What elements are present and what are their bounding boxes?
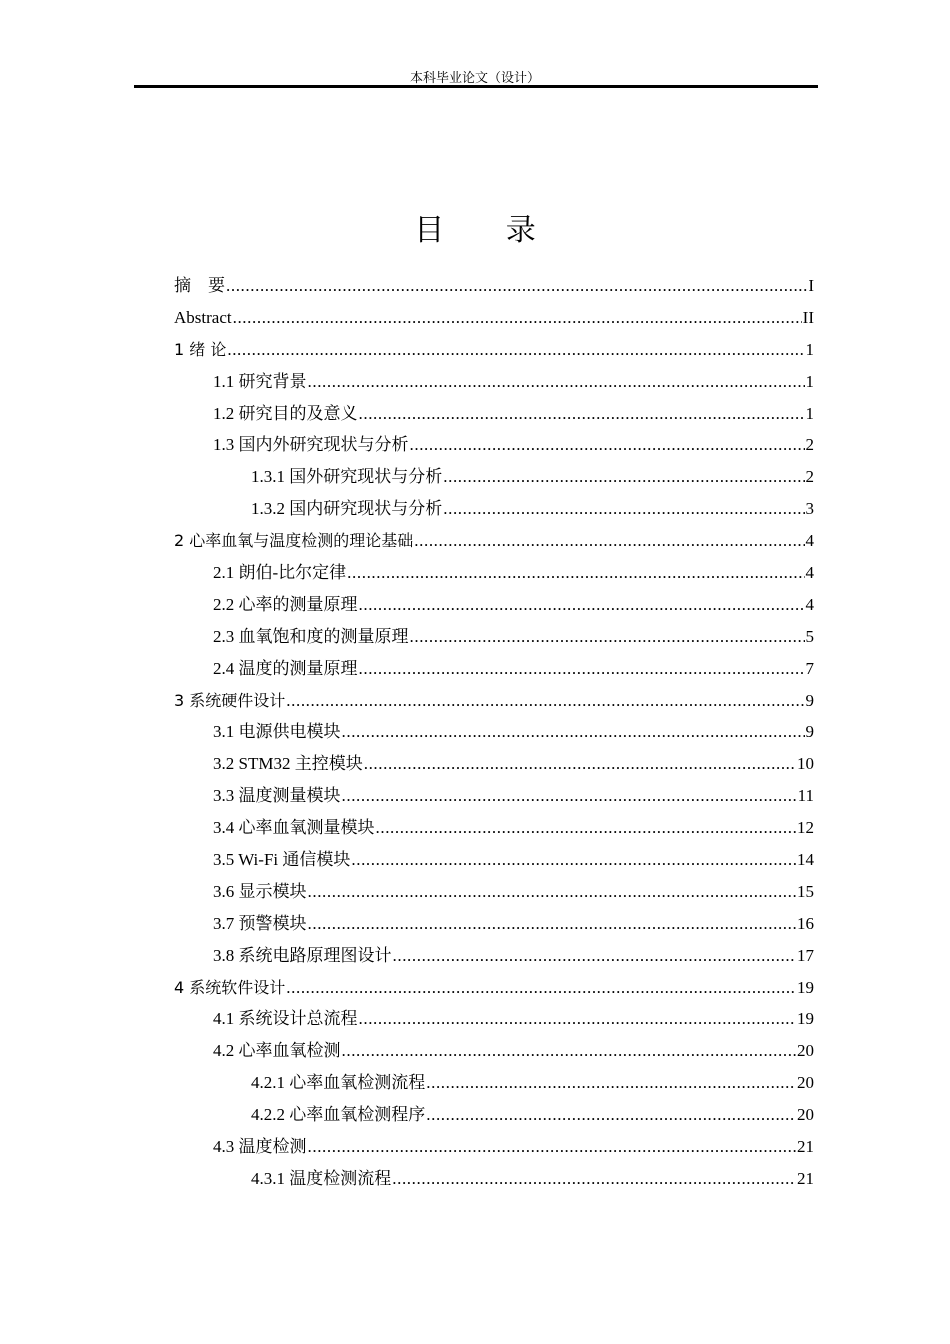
toc-entry[interactable] <box>174 270 814 302</box>
toc-entry-page: 5 <box>805 626 814 646</box>
toc-entry[interactable] <box>174 653 814 685</box>
toc-entry[interactable] <box>174 461 814 493</box>
toc-entry[interactable] <box>174 748 814 780</box>
toc-entry-label: 1.3.1 国外研究现状与分析 <box>251 467 443 487</box>
toc-entry[interactable] <box>174 621 814 653</box>
toc-entry-label: 2 心率血氧与温度检测的理论基础 <box>174 531 414 551</box>
toc-dot-leader <box>342 780 797 812</box>
toc-dot-leader <box>233 302 802 334</box>
toc-dot-leader <box>359 589 805 621</box>
toc-entry[interactable] <box>174 1163 814 1195</box>
toc-entry[interactable] <box>174 366 814 398</box>
toc-dot-leader <box>342 1035 797 1067</box>
toc-dot-leader <box>393 940 797 972</box>
toc-dot-leader <box>286 972 796 1004</box>
toc-entry-page: 21 <box>797 1168 814 1188</box>
toc-entry-label: 1.3.2 国内研究现状与分析 <box>251 499 443 519</box>
toc-entry-label: 3.5 Wi-Fi 通信模块 <box>213 850 351 870</box>
toc-entry-label: 4.3.1 温度检测流程 <box>251 1168 392 1188</box>
toc-entry-page: 15 <box>797 881 814 901</box>
toc-entry[interactable] <box>174 844 814 876</box>
toc-entry-label: 摘 要 <box>174 276 225 295</box>
toc-entry-page: 1 <box>805 339 814 359</box>
toc-entry[interactable] <box>174 1035 814 1067</box>
toc-entry[interactable] <box>174 302 814 334</box>
toc-entry-page: 1 <box>805 403 814 423</box>
toc-entry-page: 2 <box>805 435 814 455</box>
toc-dot-leader <box>392 1163 796 1195</box>
toc-entry-label: 4 系统软件设计 <box>174 977 286 997</box>
toc-entry-label: 1.3 国内外研究现状与分析 <box>213 435 409 455</box>
toc-dot-leader <box>410 621 805 653</box>
toc-entry[interactable] <box>174 812 814 844</box>
toc-entry[interactable] <box>174 557 814 589</box>
toc-entry-page: 3 <box>805 499 814 519</box>
toc-entry-page: 20 <box>797 1073 814 1093</box>
toc-entry-label: 4.1 系统设计总流程 <box>213 1009 358 1029</box>
toc-dot-leader <box>443 493 804 525</box>
toc-dot-leader <box>308 908 797 940</box>
toc-entry-page: 14 <box>797 850 814 870</box>
toc-entry-label: 3.1 电源供电模块 <box>213 722 341 742</box>
page-header: 本科毕业论文（设计） <box>409 70 540 85</box>
toc-entry-label: 1 绪 论 <box>174 339 227 359</box>
toc-entry-label: 4.2.2 心率血氧检测程序 <box>251 1105 426 1125</box>
toc-dot-leader <box>443 461 804 493</box>
toc-dot-leader <box>308 366 805 398</box>
toc-entry-label: 3 系统硬件设计 <box>174 690 286 710</box>
toc-entry-page: 4 <box>805 531 814 551</box>
toc-entry-page: 17 <box>797 945 814 965</box>
toc-dot-leader <box>308 1131 797 1163</box>
toc-entry-label: 3.6 显示模块 <box>213 881 307 901</box>
toc-entry-page: II <box>802 307 814 327</box>
toc-dot-leader <box>286 685 804 717</box>
toc-entry-label: 3.7 预警模块 <box>213 913 307 933</box>
toc-entry-label: Abstract <box>174 307 232 327</box>
toc-entry[interactable] <box>174 940 814 972</box>
toc-dot-leader <box>227 334 804 366</box>
toc-entry-page: 9 <box>805 722 814 742</box>
toc-entry-label: 2.4 温度的测量原理 <box>213 658 358 678</box>
toc-dot-leader <box>359 398 805 430</box>
toc-entry[interactable] <box>174 876 814 908</box>
toc-entry[interactable] <box>174 908 814 940</box>
toc-entry-label: 2.3 血氧饱和度的测量原理 <box>213 626 409 646</box>
toc-entry[interactable] <box>174 972 814 1004</box>
toc-dot-leader <box>414 525 804 557</box>
toc-entry-label: 4.3 温度检测 <box>213 1137 307 1157</box>
toc-entry[interactable] <box>174 685 814 717</box>
toc-entry-label: 3.4 心率血氧测量模块 <box>213 818 375 838</box>
toc-entry[interactable] <box>174 1099 814 1131</box>
toc-dot-leader <box>351 844 796 876</box>
toc-entry[interactable] <box>174 429 814 461</box>
toc-entry-page: 2 <box>805 467 814 487</box>
toc-entry-page: 4 <box>805 594 814 614</box>
toc-entry-page: I <box>808 276 814 295</box>
toc-entry[interactable] <box>174 398 814 430</box>
table-of-contents <box>174 270 814 1195</box>
toc-entry-page: 9 <box>805 690 814 710</box>
toc-entry-page: 4 <box>805 563 814 583</box>
toc-entry-page: 21 <box>797 1137 814 1157</box>
toc-entry[interactable] <box>174 716 814 748</box>
header-rule <box>134 85 818 88</box>
toc-entry-page: 16 <box>797 913 814 933</box>
toc-entry-page: 10 <box>797 754 814 774</box>
toc-entry-page: 1 <box>805 371 814 391</box>
page-title: 目 录 <box>414 213 562 248</box>
toc-entry[interactable] <box>174 493 814 525</box>
toc-entry-page: 20 <box>797 1041 814 1061</box>
toc-entry-page: 7 <box>805 658 814 678</box>
toc-entry-label: 2.1 朗伯-比尔定律 <box>213 563 347 583</box>
toc-dot-leader <box>426 1099 796 1131</box>
toc-entry-page: 11 <box>797 786 814 806</box>
toc-dot-leader <box>359 1003 797 1035</box>
toc-dot-leader <box>410 429 805 461</box>
toc-entry[interactable] <box>174 334 814 366</box>
toc-entry[interactable] <box>174 1131 814 1163</box>
toc-entry-label: 4.2.1 心率血氧检测流程 <box>251 1073 426 1093</box>
toc-dot-leader <box>342 716 805 748</box>
toc-dot-leader <box>308 876 797 908</box>
toc-entry-label: 1.2 研究目的及意义 <box>213 403 358 423</box>
toc-dot-leader <box>364 748 796 780</box>
toc-entry[interactable] <box>174 1003 814 1035</box>
toc-entry-label: 3.3 温度测量模块 <box>213 786 341 806</box>
toc-dot-leader <box>359 653 805 685</box>
toc-entry[interactable] <box>174 1067 814 1099</box>
toc-entry-label: 1.1 研究背景 <box>213 371 307 391</box>
toc-entry-page: 20 <box>797 1105 814 1125</box>
toc-entry-page: 19 <box>797 977 814 997</box>
toc-entry-label: 3.8 系统电路原理图设计 <box>213 945 392 965</box>
toc-entry-page: 12 <box>797 818 814 838</box>
toc-dot-leader <box>347 557 804 589</box>
toc-dot-leader <box>426 1067 796 1099</box>
toc-entry-label: 3.2 STM32 主控模块 <box>213 754 363 774</box>
toc-entry-label: 4.2 心率血氧检测 <box>213 1041 341 1061</box>
toc-dot-leader <box>226 270 807 302</box>
toc-entry[interactable] <box>174 525 814 557</box>
toc-entry-label: 2.2 心率的测量原理 <box>213 594 358 614</box>
toc-entry[interactable] <box>174 589 814 621</box>
toc-entry-page: 19 <box>797 1009 814 1029</box>
toc-entry[interactable] <box>174 780 814 812</box>
toc-dot-leader <box>376 812 797 844</box>
